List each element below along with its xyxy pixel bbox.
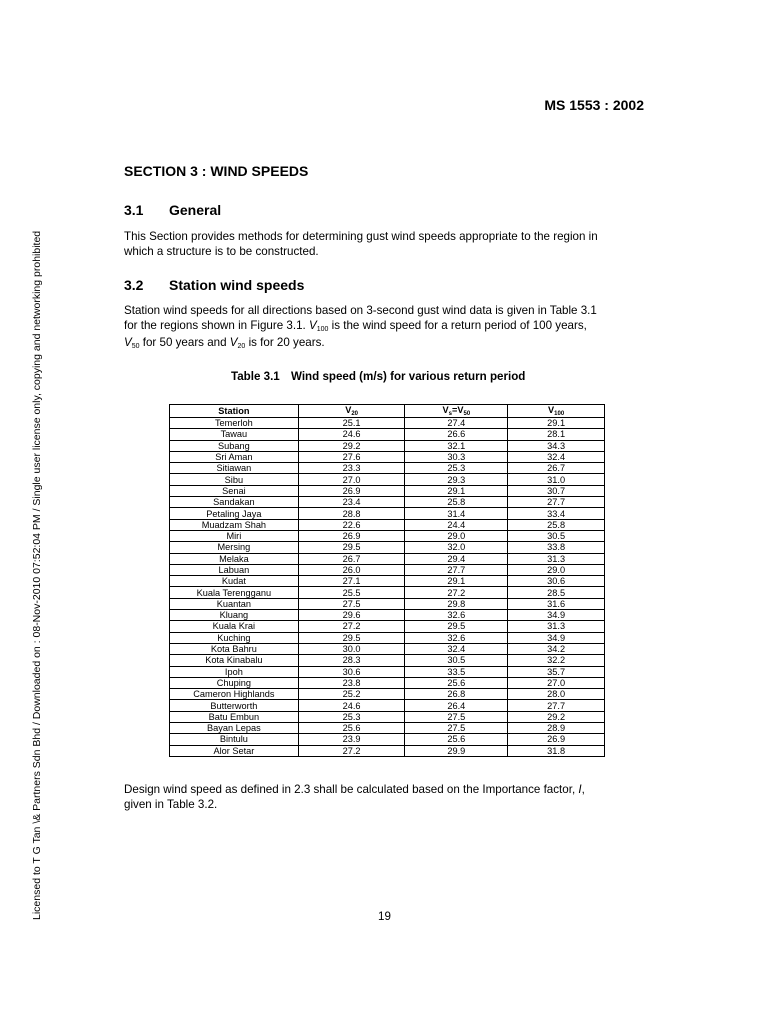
station-cell: Miri: [170, 530, 299, 541]
v20-cell: 25.5: [298, 587, 405, 598]
table-row: [170, 474, 605, 485]
paragraph-line: [124, 782, 644, 797]
station-cell: Mersing: [170, 542, 299, 553]
v20-cell: 26.0: [298, 564, 405, 575]
v20-cell: 25.1: [298, 418, 405, 429]
v50-cell: 27.4: [405, 418, 508, 429]
v20-cell: 23.4: [298, 497, 405, 508]
v100-cell: 28.0: [508, 689, 605, 700]
v20-cell: 27.2: [298, 621, 405, 632]
v20-cell: 23.9: [298, 734, 405, 745]
table-row: [170, 745, 605, 756]
v100-cell: 30.6: [508, 576, 605, 587]
table-row: [170, 530, 605, 541]
v50-cell: 31.4: [405, 508, 508, 519]
v20-cell: 29.2: [298, 440, 405, 451]
v50-cell: 32.0: [405, 542, 508, 553]
station-cell: Tawau: [170, 429, 299, 440]
paragraph-line: [124, 335, 644, 352]
v50-cell: 25.6: [405, 677, 508, 688]
wind-speed-table: [169, 404, 605, 757]
subsection-number: 3.2: [124, 277, 144, 293]
paragraph-line: Station wind speeds for all directions based on 3-second gust wind data is given in Table 3.1: [124, 304, 597, 317]
v20-cell: 26.7: [298, 553, 405, 564]
station-cell: Bayan Lepas: [170, 723, 299, 734]
v50-cell: 29.8: [405, 598, 508, 609]
v50-cell: 32.4: [405, 643, 508, 654]
v20-cell: 26.9: [298, 485, 405, 496]
header-v50: [405, 405, 508, 418]
table-row: [170, 734, 605, 745]
header-symbol: =V: [452, 405, 464, 415]
closing-paragraph: [124, 782, 644, 812]
v20-cell: 24.6: [298, 429, 405, 440]
v20-cell: 23.8: [298, 677, 405, 688]
v100-cell: 30.5: [508, 530, 605, 541]
v20-cell: 26.9: [298, 530, 405, 541]
header-symbol: V: [442, 405, 449, 415]
table-row: [170, 587, 605, 598]
table-row: [170, 723, 605, 734]
table-row: [170, 418, 605, 429]
v100-cell: 31.3: [508, 553, 605, 564]
v100-cell: 31.0: [508, 474, 605, 485]
station-cell: Ipoh: [170, 666, 299, 677]
v50-cell: 26.4: [405, 700, 508, 711]
subscript: 50: [131, 343, 140, 350]
table-header-row: [170, 405, 605, 418]
v20-cell: 27.5: [298, 598, 405, 609]
v20-cell: 23.3: [298, 463, 405, 474]
station-cell: Muadzam Shah: [170, 519, 299, 530]
v100-cell: 34.3: [508, 440, 605, 451]
text-run: for 50 years and: [142, 336, 227, 349]
v20-cell: 29.5: [298, 542, 405, 553]
text-run: is the wind speed for a return period of 100 years,: [331, 319, 587, 332]
v20-cell: 29.5: [298, 632, 405, 643]
subscript: 20: [237, 343, 246, 350]
v50-cell: 32.1: [405, 440, 508, 451]
station-cell: Labuan: [170, 564, 299, 575]
station-cell: Chuping: [170, 677, 299, 688]
page-number: 19: [378, 910, 391, 923]
v20-cell: 25.6: [298, 723, 405, 734]
station-cell: Bintulu: [170, 734, 299, 745]
symbol-v: V: [229, 336, 238, 349]
table-row: [170, 655, 605, 666]
table-row: [170, 564, 605, 575]
v50-cell: 24.4: [405, 519, 508, 530]
v20-cell: 27.1: [298, 576, 405, 587]
v100-cell: 28.1: [508, 429, 605, 440]
table-body: [170, 418, 605, 757]
table-row: [170, 711, 605, 722]
v50-cell: 29.1: [405, 485, 508, 496]
v50-cell: 27.5: [405, 723, 508, 734]
v50-cell: 26.8: [405, 689, 508, 700]
symbol-v: V: [124, 336, 132, 349]
v20-cell: 25.3: [298, 711, 405, 722]
station-wind-speeds-paragraph: [124, 303, 644, 352]
header-station: Station: [170, 405, 299, 418]
table-row: [170, 429, 605, 440]
v20-cell: 30.6: [298, 666, 405, 677]
station-cell: Cameron Highlands: [170, 689, 299, 700]
text-run: ,: [581, 783, 585, 796]
table-row: [170, 610, 605, 621]
station-cell: Kota Bahru: [170, 643, 299, 654]
table-row: [170, 677, 605, 688]
paragraph-line: This Section provides methods for determining gust wind speeds appropriate to the region in: [124, 230, 598, 243]
table-row: [170, 542, 605, 553]
v20-cell: 24.6: [298, 700, 405, 711]
v50-cell: 27.7: [405, 564, 508, 575]
station-cell: Kluang: [170, 610, 299, 621]
v20-cell: 28.8: [298, 508, 405, 519]
v100-cell: 28.9: [508, 723, 605, 734]
v50-cell: 25.8: [405, 497, 508, 508]
table-caption-label: Table 3.1: [231, 370, 280, 383]
station-cell: Sitiawan: [170, 463, 299, 474]
general-paragraph: [124, 229, 644, 259]
station-cell: Melaka: [170, 553, 299, 564]
v100-cell: 35.7: [508, 666, 605, 677]
station-cell: Temerloh: [170, 418, 299, 429]
v100-cell: 26.9: [508, 734, 605, 745]
v100-cell: 31.3: [508, 621, 605, 632]
v20-cell: 22.6: [298, 519, 405, 530]
subsection-heading-general: [124, 202, 221, 218]
station-cell: Alor Setar: [170, 745, 299, 756]
station-cell: Kudat: [170, 576, 299, 587]
station-cell: Kuala Terengganu: [170, 587, 299, 598]
table-row: [170, 497, 605, 508]
v100-cell: 27.7: [508, 497, 605, 508]
v50-cell: 33.5: [405, 666, 508, 677]
subsection-heading-station-wind-speeds: [124, 277, 304, 293]
station-cell: Sandakan: [170, 497, 299, 508]
v100-cell: 31.6: [508, 598, 605, 609]
v100-cell: 29.1: [508, 418, 605, 429]
symbol-i: I: [578, 783, 582, 796]
v50-cell: 32.6: [405, 632, 508, 643]
v50-cell: 25.6: [405, 734, 508, 745]
v50-cell: 30.5: [405, 655, 508, 666]
table-row: [170, 643, 605, 654]
v20-cell: 27.2: [298, 745, 405, 756]
v50-cell: 27.5: [405, 711, 508, 722]
station-cell: Senai: [170, 485, 299, 496]
table-row: [170, 700, 605, 711]
symbol-v: V: [308, 319, 317, 332]
subsection-number: 3.1: [124, 202, 144, 218]
header-v100: [508, 405, 605, 418]
station-cell: Sri Aman: [170, 451, 299, 462]
table-row: [170, 689, 605, 700]
subsection-title: Station wind speeds: [169, 277, 305, 293]
v100-cell: 34.9: [508, 610, 605, 621]
header-subscript: 100: [554, 411, 565, 417]
paragraph-line: [124, 318, 644, 335]
v20-cell: 27.0: [298, 474, 405, 485]
subscript: 100: [316, 326, 329, 333]
header-subscript: 20: [351, 411, 359, 417]
header-v20: [298, 405, 405, 418]
station-cell: Sibu: [170, 474, 299, 485]
v50-cell: 29.0: [405, 530, 508, 541]
v100-cell: 33.4: [508, 508, 605, 519]
station-cell: Petaling Jaya: [170, 508, 299, 519]
station-cell: Kuching: [170, 632, 299, 643]
v20-cell: 25.2: [298, 689, 405, 700]
paragraph-line: which a structure is to be constructed.: [124, 245, 319, 258]
station-cell: Butterworth: [170, 700, 299, 711]
paragraph-line: given in Table 3.2.: [124, 798, 218, 811]
table-row: [170, 621, 605, 632]
table-row: [170, 485, 605, 496]
table-caption: [231, 370, 525, 383]
header-subscript: s: [448, 411, 452, 417]
table-caption-title: Wind speed (m/s) for various return period: [291, 370, 526, 383]
v100-cell: 34.2: [508, 643, 605, 654]
v100-cell: 28.5: [508, 587, 605, 598]
v50-cell: 29.9: [405, 745, 508, 756]
license-notice: Licensed to T G Tan \& Partners Sdn Bhd / Downloaded on : 08-Nov-2010 07:52:04 PM / Single user license only, copying and networking prohibited: [31, 230, 43, 920]
document-id: MS 1553 : 2002: [544, 97, 644, 113]
v100-cell: 27.7: [508, 700, 605, 711]
v100-cell: 29.2: [508, 711, 605, 722]
station-cell: Kota Kinabalu: [170, 655, 299, 666]
v50-cell: 27.2: [405, 587, 508, 598]
text-run: is for 20 years.: [248, 336, 325, 349]
text-run: Design wind speed as defined in 2.3 shall be calculated based on the Importance factor,: [124, 783, 576, 796]
table-row: [170, 666, 605, 677]
v50-cell: 32.6: [405, 610, 508, 621]
v50-cell: 30.3: [405, 451, 508, 462]
v100-cell: 29.0: [508, 564, 605, 575]
table-row: [170, 632, 605, 643]
v100-cell: 33.8: [508, 542, 605, 553]
table-row: [170, 519, 605, 530]
v20-cell: 27.6: [298, 451, 405, 462]
station-cell: Subang: [170, 440, 299, 451]
v100-cell: 27.0: [508, 677, 605, 688]
v100-cell: 25.8: [508, 519, 605, 530]
v50-cell: 26.6: [405, 429, 508, 440]
section-title: SECTION 3 : WIND SPEEDS: [124, 163, 309, 179]
table-row: [170, 553, 605, 564]
table-row: [170, 576, 605, 587]
v50-cell: 25.3: [405, 463, 508, 474]
text-run: for the regions shown in Figure 3.1.: [124, 319, 306, 332]
v20-cell: 30.0: [298, 643, 405, 654]
header-symbol: V: [548, 405, 555, 415]
header-symbol: V: [345, 405, 352, 415]
header-subscript: 50: [463, 411, 471, 417]
table-row: [170, 508, 605, 519]
v50-cell: 29.1: [405, 576, 508, 587]
table-row: [170, 440, 605, 451]
table-row: [170, 463, 605, 474]
v100-cell: 32.2: [508, 655, 605, 666]
v100-cell: 26.7: [508, 463, 605, 474]
v20-cell: 29.6: [298, 610, 405, 621]
station-cell: Batu Embun: [170, 711, 299, 722]
v20-cell: 28.3: [298, 655, 405, 666]
table-row: [170, 598, 605, 609]
v100-cell: 34.9: [508, 632, 605, 643]
table-row: [170, 451, 605, 462]
v100-cell: 31.8: [508, 745, 605, 756]
v100-cell: 32.4: [508, 451, 605, 462]
station-cell: Kuala Krai: [170, 621, 299, 632]
v50-cell: 29.3: [405, 474, 508, 485]
v50-cell: 29.5: [405, 621, 508, 632]
v100-cell: 30.7: [508, 485, 605, 496]
station-cell: Kuantan: [170, 598, 299, 609]
subsection-title: General: [169, 202, 222, 218]
v50-cell: 29.4: [405, 553, 508, 564]
